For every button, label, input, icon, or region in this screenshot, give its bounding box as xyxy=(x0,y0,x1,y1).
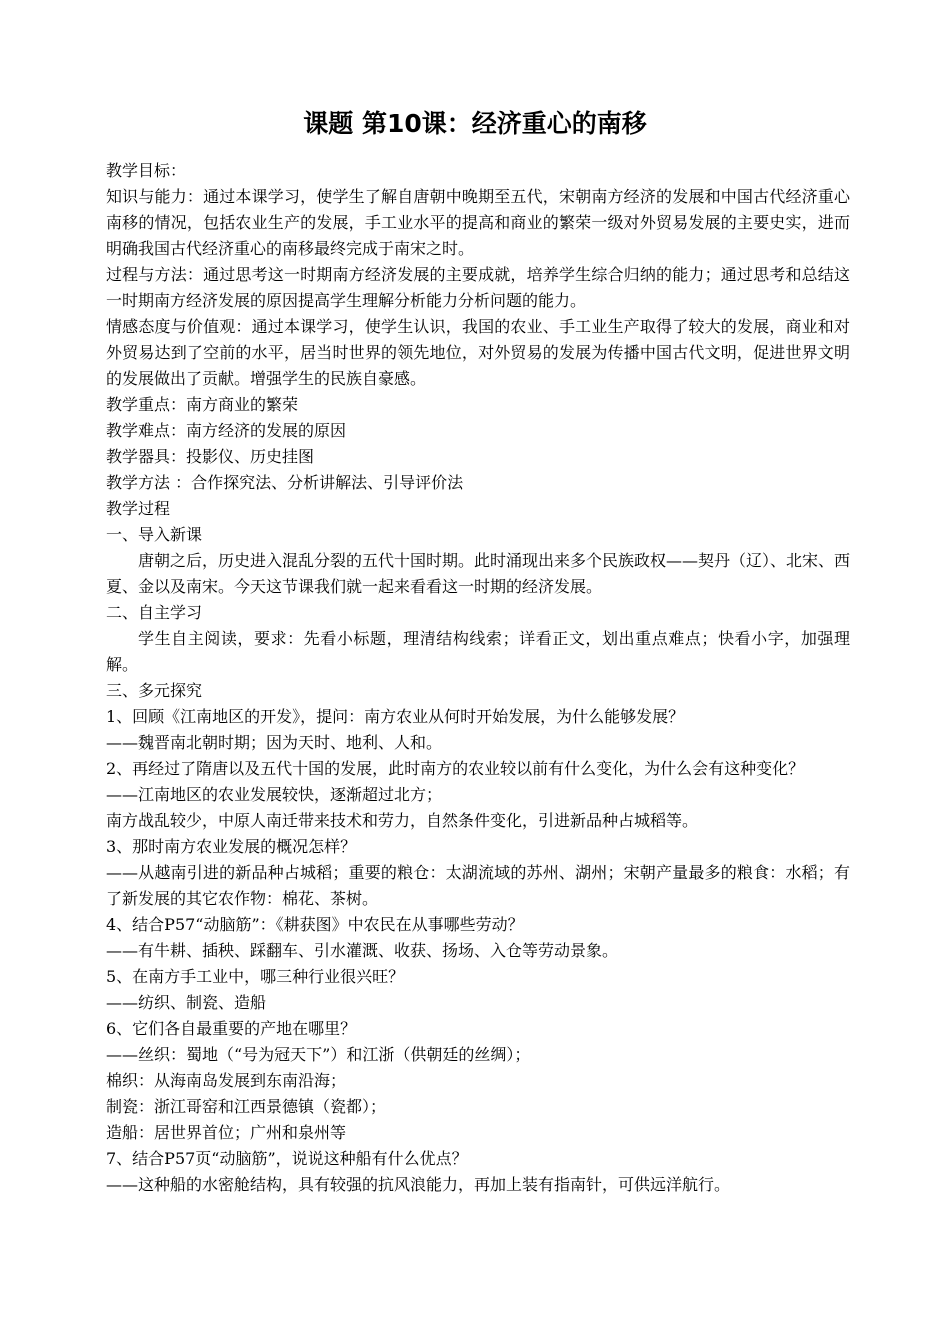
paragraph: 3、那时南方农业发展的概况怎样？ xyxy=(106,837,357,856)
paragraph: ——有牛耕、插秧、踩翻车、引水灌溉、收获、扬场、入仓等劳动景象。 xyxy=(106,941,619,960)
paragraph: ——从越南引进的新品种占城稻；重要的粮仓：太湖流域的苏州、湖州；宋朝产量最多的粮食：水稻；有了新发展的其它农作物：棉花、茶树。 xyxy=(106,863,850,908)
paragraph: 教学难点：南方经济的发展的原因 xyxy=(106,421,347,440)
document-title: 课题 第10课：经济重心的南移 xyxy=(303,109,647,138)
paragraph: 2、再经过了隋唐以及五代十国的发展，此时南方的农业较以前有什么变化，为什么会有这种变化？ xyxy=(106,759,805,778)
paragraph: 制瓷：浙江哥窑和江西景德镇（瓷都）； xyxy=(106,1097,387,1116)
paragraph: ——这种船的水密舱结构，具有较强的抗风浪能力，再加上装有指南针，可供远洋航行。 xyxy=(106,1175,731,1194)
paragraph: 南方战乱较少，中原人南迁带来技术和劳力，自然条件变化，引进新品种占城稻等。 xyxy=(106,811,699,830)
paragraph: 教学重点：南方商业的繁荣 xyxy=(106,395,299,414)
paragraph: 一、导入新课 xyxy=(106,525,203,544)
paragraph: 教学过程 xyxy=(106,499,171,518)
paragraph: 二、自主学习 xyxy=(106,603,203,622)
paragraph: ——纺织、制瓷、造船 xyxy=(106,993,267,1012)
paragraph: 唐朝之后，历史进入混乱分裂的五代十国时期。此时涌现出来多个民族政权——契丹（辽）、北宋、西夏、金以及南宋。今天这节课我们就一起来看看这一时期的经济发展。 xyxy=(106,551,851,596)
paragraph: 知识与能力：通过本课学习，使学生了解自唐朝中晚期至五代，宋朝南方经济的发展和中国古代经济重心南移的情况，包括农业生产的发展，手工业水平的提高和商业的繁荣一级对外贸易发展的主要史实，进而明确我国古代经济重心的南移最终完成于南宋之时。 xyxy=(106,187,850,258)
paragraph: 棉织：从海南岛发展到东南沿海； xyxy=(106,1071,347,1090)
paragraph: 1、回顾《江南地区的开发》，提问：南方农业从何时开始发展，为什么能够发展？ xyxy=(106,707,685,726)
document-body xyxy=(106,158,850,1198)
paragraph: 6、它们各自最重要的产地在哪里？ xyxy=(106,1019,357,1038)
paragraph: 造船：居世界首位；广州和泉州等 xyxy=(106,1123,347,1142)
paragraph: ——江南地区的农业发展较快，逐渐超过北方； xyxy=(106,785,443,804)
paragraph: 教学目标： xyxy=(106,161,187,180)
paragraph: 4、结合P57“动脑筋”：《耕获图》中农民在从事哪些劳动？ xyxy=(106,915,524,934)
paragraph: 教学方法 ：合作探究法、分析讲解法、引导评价法 xyxy=(106,473,464,492)
paragraph: 5、在南方手工业中，哪三种行业很兴旺？ xyxy=(106,967,405,986)
paragraph: 情感态度与价值观：通过本课学习，使学生认识，我国的农业、手工业生产取得了较大的发展，商业和对外贸易达到了空前的水平，居当时世界的领先地位，对外贸易的发展为传播中国古代文明，促进世界文明的发展做出了贡献。增强学生的民族自豪感。 xyxy=(106,317,850,388)
paragraph: ——丝织：蜀地（“号为冠天下”）和江浙（供朝廷的丝绸）； xyxy=(106,1045,531,1064)
paragraph: 教学器具：投影仪、历史挂图 xyxy=(106,447,315,466)
paragraph: 三、多元探究 xyxy=(106,681,203,700)
paragraph: 过程与方法：通过思考这一时期南方经济发展的主要成就，培养学生综合归纳的能力；通过思考和总结这一时期南方经济发展的原因提高学生理解分析能力分析问题的能力。 xyxy=(106,265,850,310)
paragraph: 学生自主阅读，要求：先看小标题，理清结构线索；详看正文，划出重点难点；快看小字，加强理解。 xyxy=(106,629,850,674)
paragraph: ——魏晋南北朝时期；因为天时、地利、人和。 xyxy=(106,733,443,752)
paragraph: 7、结合P57页“动脑筋”，说说这种船有什么优点？ xyxy=(106,1149,468,1168)
